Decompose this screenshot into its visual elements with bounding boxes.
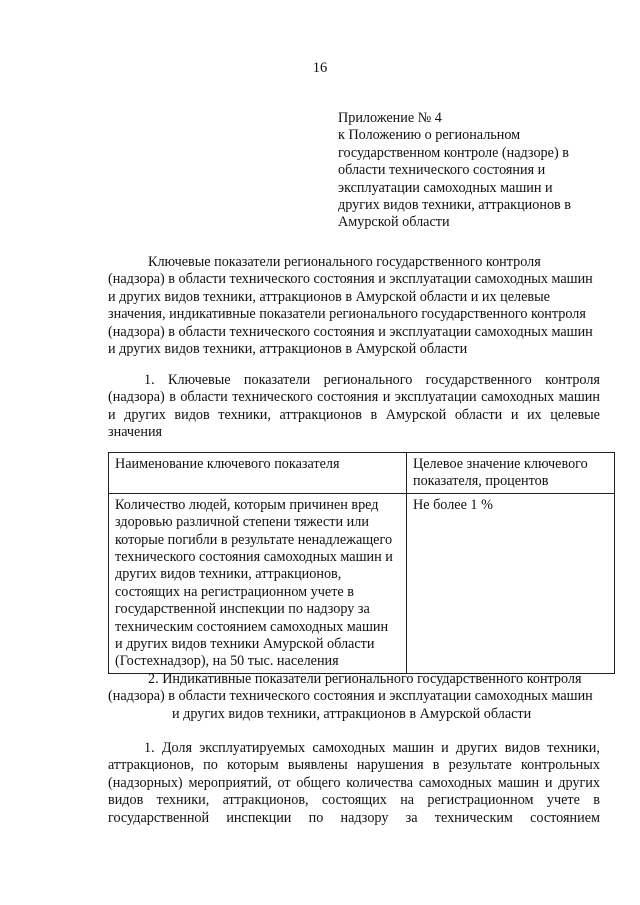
appendix-line: Приложение № 4	[338, 110, 442, 126]
word: на	[400, 792, 415, 809]
word: их	[526, 406, 542, 423]
indicator-line: которые погибли в результате ненадлежащего	[115, 531, 393, 548]
word: технического	[232, 389, 313, 406]
indicator-line: технического состояния самоходных машин и	[115, 549, 393, 566]
paragraph-line	[108, 740, 600, 757]
title-line: (надзора) в области технического состояния и эксплуатации самоходных машин	[108, 271, 593, 288]
indicator-line: других видов техники, аттракционов,	[115, 566, 342, 583]
word: от	[277, 774, 291, 791]
word: количества	[346, 774, 414, 791]
indicator-paragraph-1	[108, 740, 600, 827]
word: техники,	[218, 406, 271, 423]
appendix-line: Амурской области	[338, 214, 450, 231]
word: техническим	[434, 809, 513, 826]
word: состоящих	[321, 792, 387, 809]
word: техники,	[156, 792, 210, 809]
word: (надзорных)	[108, 774, 183, 791]
word: мероприятий,	[188, 774, 272, 791]
word: в	[370, 406, 378, 423]
target-value-cell: Не более 1 %	[407, 493, 615, 673]
word: регистрационном	[427, 792, 534, 809]
word: государственной	[108, 809, 210, 826]
word: техники,	[547, 740, 600, 756]
word: нарушения	[356, 757, 424, 774]
indicator-name-cell	[109, 493, 407, 673]
word: в	[169, 389, 176, 406]
word: регионального	[323, 372, 413, 388]
section-1-line	[108, 407, 600, 424]
indicator-line: государственной инспекции по надзору за	[115, 601, 370, 618]
word: машин	[558, 389, 600, 406]
table-header-row	[109, 453, 615, 494]
section-1-heading	[108, 372, 600, 442]
word: машин	[392, 740, 434, 756]
word: и	[108, 406, 116, 423]
word: состояния	[317, 389, 379, 406]
document-title	[108, 254, 608, 358]
section-2-line: 2. Индикативные показатели регионального государственного контроля	[148, 671, 582, 687]
word: в	[432, 757, 440, 774]
header-target-line: Целевое значение ключевого	[413, 456, 588, 472]
word: эксплуатируемых	[199, 740, 306, 756]
indicator-line: и других видов техники Амурской области	[115, 636, 375, 653]
word: аттракционов,	[222, 792, 309, 809]
word: других	[124, 406, 166, 423]
word: контрольных	[520, 757, 600, 774]
word: по	[203, 757, 218, 774]
header-target-value	[407, 453, 615, 494]
section-1-line: значения	[108, 424, 163, 441]
word: которым	[226, 757, 279, 774]
word: других	[455, 740, 498, 756]
title-line: Ключевые показатели регионального государственного контроля	[148, 254, 541, 270]
word: контроля	[545, 372, 600, 388]
paragraph-line	[108, 810, 600, 827]
word: (надзора)	[108, 389, 165, 406]
paragraph-line	[108, 757, 600, 774]
word: Амурской	[385, 406, 447, 423]
word: за	[405, 809, 418, 826]
word: и	[510, 406, 519, 423]
word: инспекции	[226, 809, 292, 826]
section-2-line: и других видов техники, аттракционов в Амурской области	[172, 705, 532, 722]
section-2-line: (надзора) в области технического состояния и эксплуатации самоходных машин	[108, 688, 593, 705]
word: и	[382, 389, 391, 406]
section-1-line	[108, 389, 600, 406]
section-2-heading	[108, 671, 600, 723]
header-indicator-name: Наименование ключевого показателя	[109, 453, 407, 494]
title-line: и других видов техники, аттракционов в Амурской области и их целевые	[108, 288, 550, 305]
word: области	[454, 406, 503, 423]
word: области	[180, 389, 228, 406]
indicator-line: здоровью различной степени тяжести или	[115, 514, 369, 531]
word: самоходных	[418, 774, 492, 791]
title-line: (надзора) в области технического состояния и эксплуатации самоходных машин	[108, 323, 593, 340]
word: видов	[108, 792, 144, 809]
appendix-line: эксплуатации самоходных машин и	[338, 179, 553, 196]
word: состоянием	[530, 809, 600, 826]
word: видов	[504, 740, 541, 756]
word: видов	[174, 406, 210, 423]
appendix-line: других видов техники, аттракционов в	[338, 197, 571, 214]
word: надзору	[340, 809, 389, 826]
appendix-line: государственном контроле (надзоре) в	[338, 144, 569, 161]
table-row	[109, 493, 615, 673]
word: машин	[497, 774, 540, 791]
word: 1.	[144, 740, 155, 756]
word: в	[593, 792, 600, 809]
word: целевые	[550, 406, 600, 423]
appendix-header	[338, 110, 618, 232]
word: Доля	[161, 740, 193, 756]
paragraph-line	[108, 792, 600, 809]
word: аттракционов,	[108, 757, 194, 774]
word: государственного	[425, 372, 532, 388]
word: результате	[448, 757, 512, 774]
word: показатели	[243, 372, 311, 388]
section-1-line	[108, 372, 600, 389]
word: Ключевые	[167, 372, 231, 388]
page-number: 16	[312, 60, 328, 76]
title-line: значения, индикативные показатели регионального государственного контроля	[108, 306, 586, 323]
key-indicators-table	[108, 452, 615, 674]
title-line: и других видов техники, аттракционов в Амурской области	[108, 341, 468, 358]
word: общего	[296, 774, 341, 791]
word: самоходных	[481, 389, 555, 406]
indicator-line: техническим состоянием самоходных машин	[115, 618, 389, 635]
appendix-line: области технического состояния и	[338, 162, 546, 179]
word: выявлены	[287, 757, 348, 774]
word: и	[544, 774, 553, 791]
word: эксплуатации	[394, 389, 477, 406]
word: и	[441, 740, 449, 756]
paragraph-line	[108, 775, 600, 792]
indicator-line: Количество людей, которым причинен вред	[115, 496, 379, 513]
indicator-line: состоящих на регистрационном учете в	[115, 583, 354, 600]
word: учете	[546, 792, 580, 809]
header-target-line: показателя, процентов	[413, 473, 549, 490]
appendix-line: к Положению о региональном	[338, 127, 521, 144]
indicator-line: (Гостехнадзор), на 50 тыс. населения	[115, 653, 339, 670]
word: аттракционов	[279, 406, 362, 423]
word: самоходных	[312, 740, 386, 756]
word: других	[558, 774, 600, 791]
word: по	[308, 809, 324, 826]
word: 1.	[144, 372, 155, 388]
